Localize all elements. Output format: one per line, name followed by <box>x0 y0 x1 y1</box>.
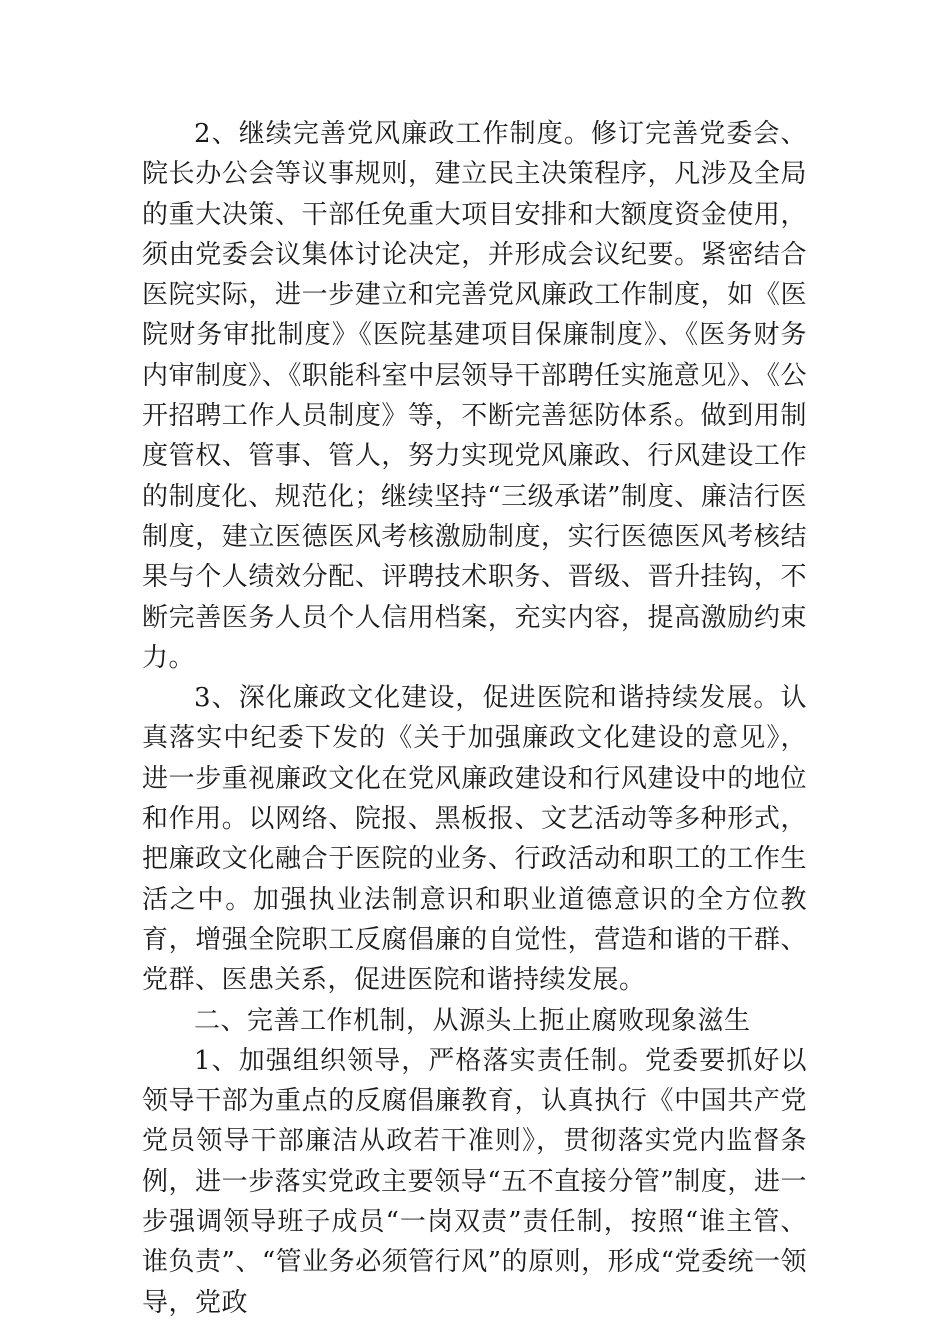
paragraph-integrity-culture: 3、深化廉政文化建设，促进医院和谐持续发展。认真落实中纪委下发的《关于加强廉政文化建设的意见》，进一步重视廉政文化在党风廉政建设和行风建设中的地位和作用。以网络、院报、黑板报、文艺活动等多种形式，把廉政文化融合于医院的业务、行政活动和职工的工作生活之中。加强执业法制意识和职业道德意识的全方位教育，增强全院职工反腐倡廉的自觉性，营造和谐的干群、党群、医患关系，促进医院和谐持续发展。 <box>142 683 807 996</box>
section-heading-work-mechanism: 二、完善工作机制，从源头上扼止腐败现象滋生 <box>194 1005 751 1036</box>
paragraph-organizational-leadership: 1、加强组织领导，严格落实责任制。党委要抓好以领导干部为重点的反腐倡廉教育，认真执行《中国共产党党员领导干部廉洁从政若干准则》，贯彻落实党内监督条例，进一步落实党政主要领导“五不直接分管”制度，进一步强调领导班子成员“一岗双责”责任制，按照“谁主管、谁负责”、“管业务必须管行风”的原则，形成“党委统一领导，党政 <box>142 1045 807 1318</box>
paragraph-institution-improvement: 2、继续完善党风廉政工作制度。修订完善党委会、院长办公会等议事规则，建立民主决策程序，凡涉及全局的重大决策、干部任免重大项目安排和大额度资金使用，须由党委会议集体讨论决定，并形成会议纪要。紧密结合医院实际，进一步建立和完善党风廉政工作制度，如《医院财务审批制度》《医院基建项目保廉制度》、《医务财务内审制度》、《职能科室中层领导干部聘任实施意见》、《公开招聘工作人员制度》等，不断完善惩防体系。做到用制度管权、管事、管人，努力实现党风廉政、行风建设工作的制度化、规范化；继续坚持“三级承诺”制度、廉洁行医制度，建立医德医风考核激励制度，实行医德医风考核结果与个人绩效分配、评聘技术职务、晋级、晋升挂钩，不断完善医务人员个人信用档案，充实内容，提高激励约束力。 <box>142 119 807 673</box>
document-body <box>142 114 807 1323</box>
